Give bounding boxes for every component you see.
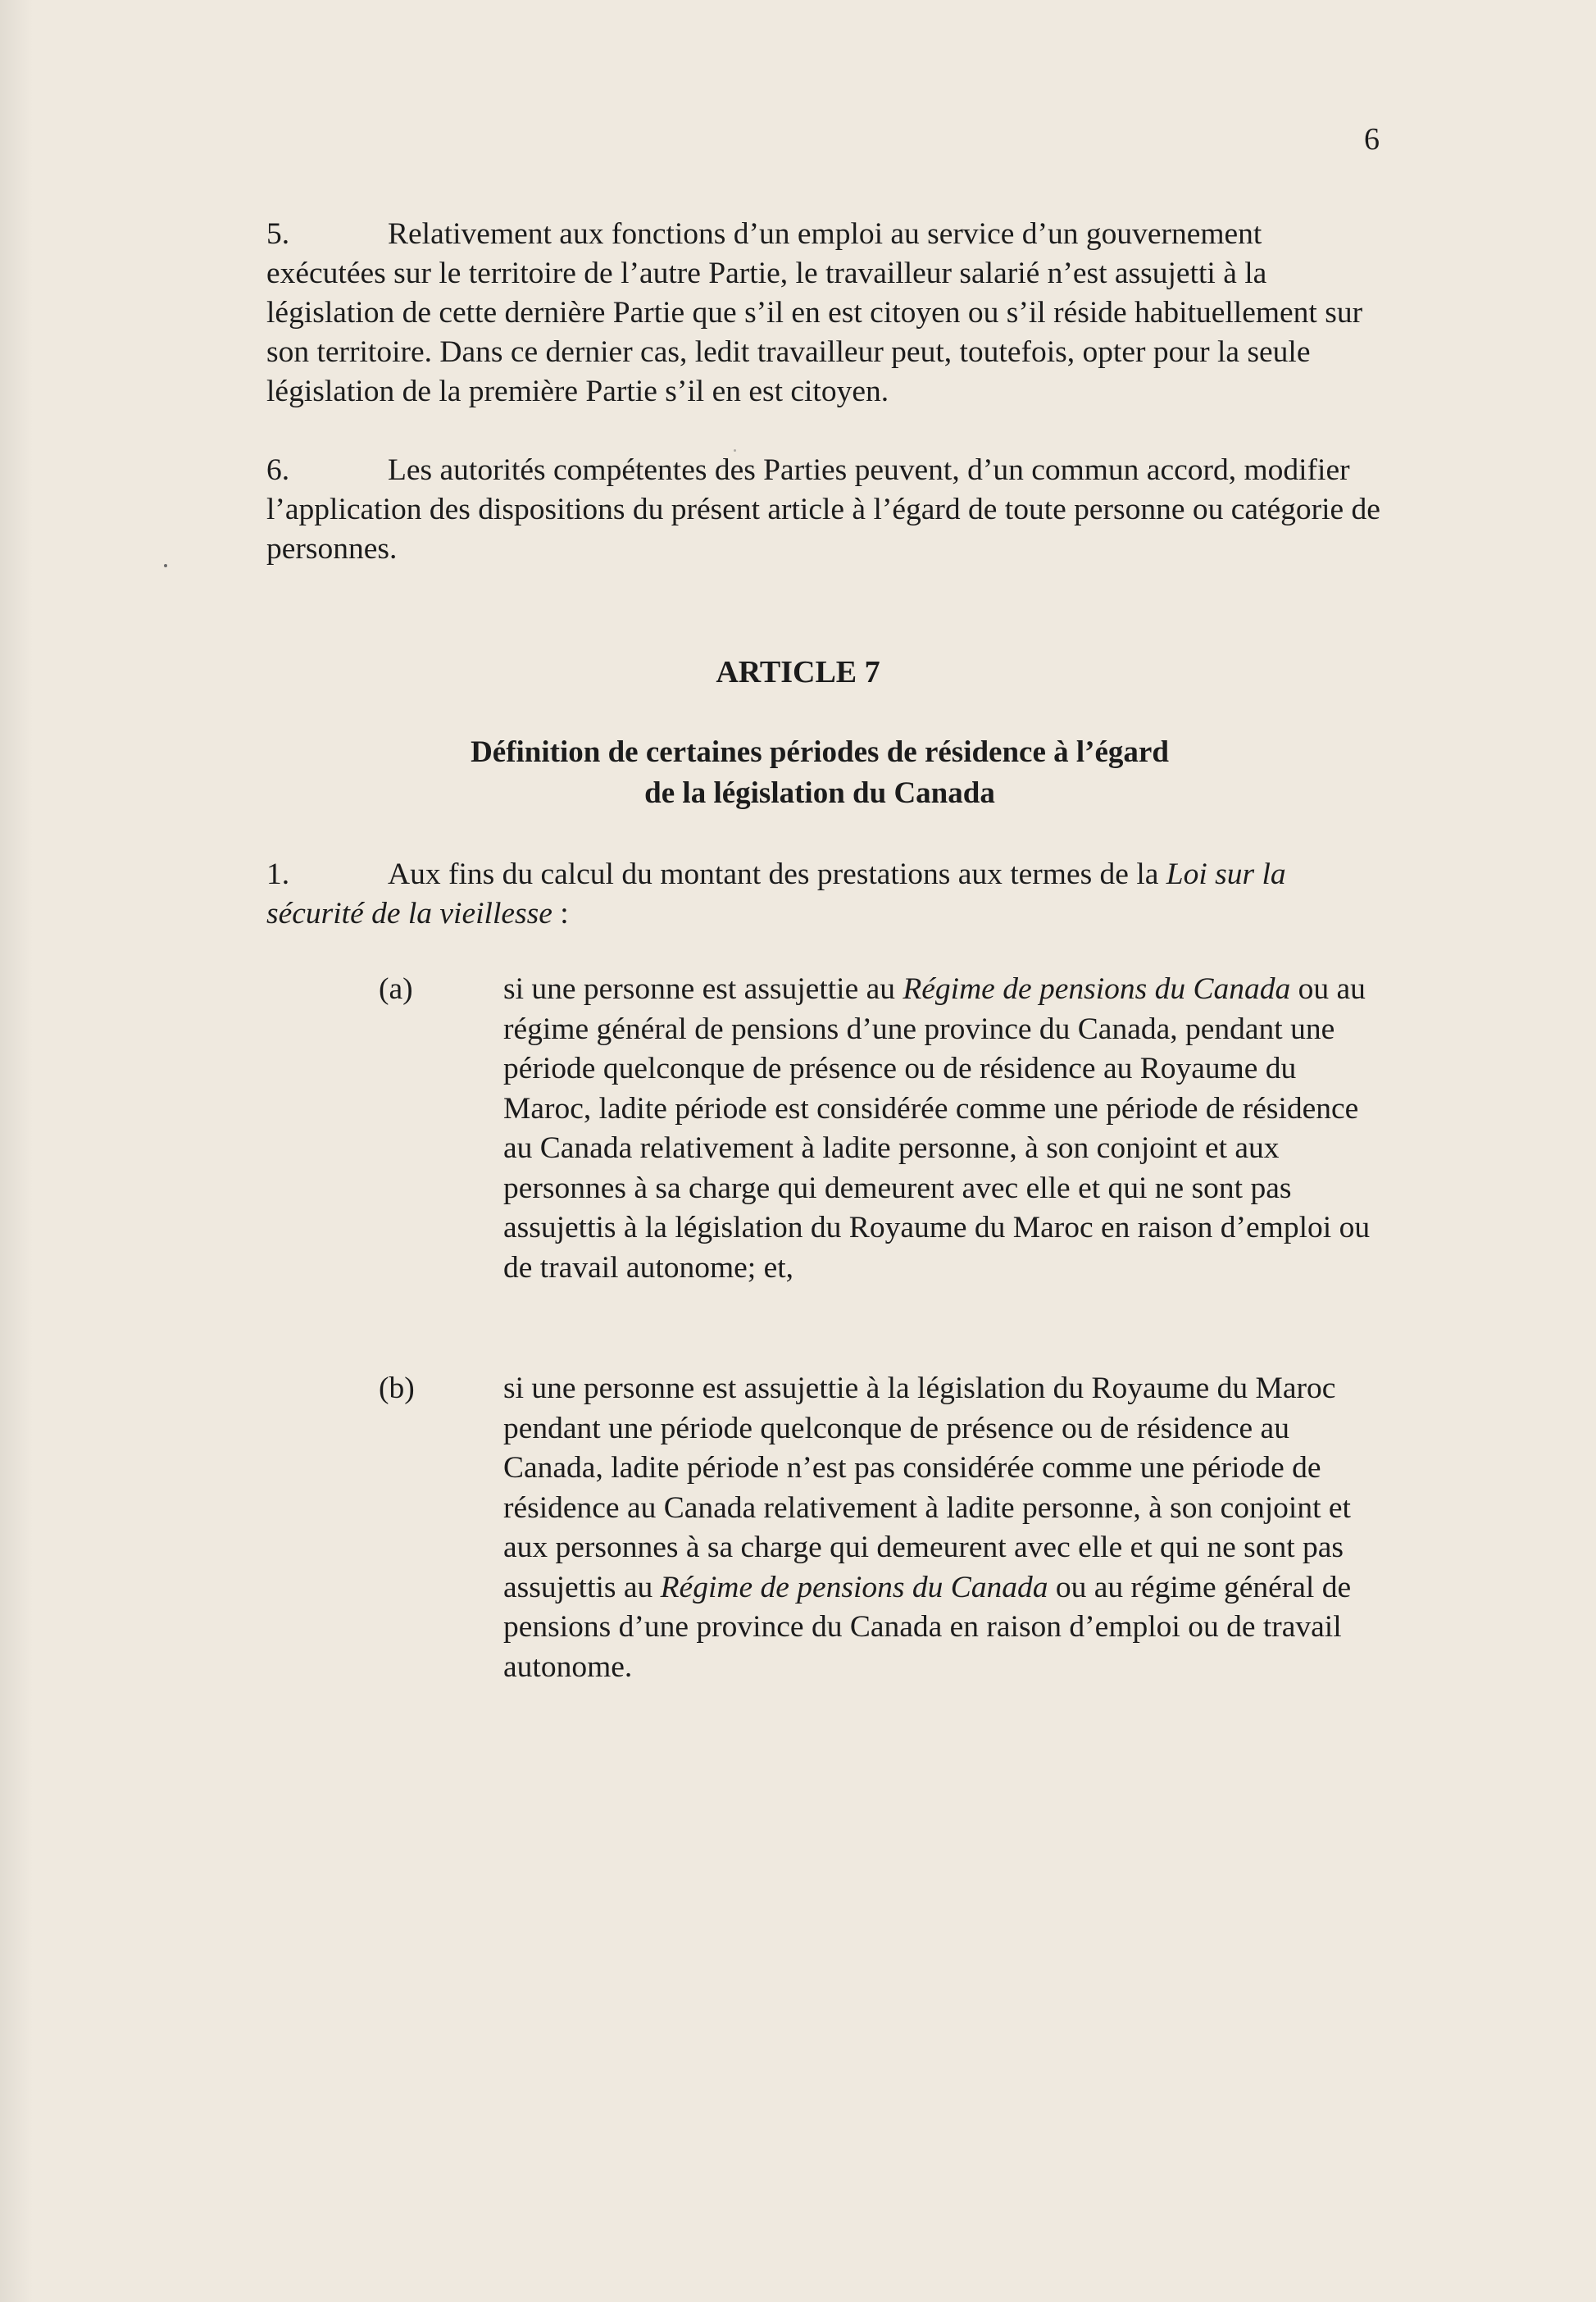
page-number: 6 (1364, 122, 1380, 157)
scan-speck (164, 564, 167, 567)
paragraph-1 (266, 855, 1381, 934)
paragraph-number: 6. (266, 453, 290, 487)
article-title: ARTICLE 7 (716, 655, 880, 689)
paragraph-number: 5. (266, 217, 290, 251)
paragraph-6 (266, 451, 1381, 569)
plan-name-italic: Régime de pensions du Canada (903, 972, 1291, 1006)
article-subtitle-line-1: Définition de certaines périodes de résidence à l’égard (471, 735, 1169, 769)
article-subtitle-line-2: de la législation du Canada (644, 776, 995, 810)
list-item-text-end: ou au régime général de pensions d’une province du Canada en raison d’emploi ou de travail autonome. (503, 1570, 1352, 1684)
list-item-a (379, 970, 1387, 1288)
plan-name-italic: Régime de pensions du Canada (660, 1570, 1048, 1604)
list-item-b (379, 1369, 1387, 1687)
paragraph-text-end: : (552, 897, 569, 930)
list-item-text: si une personne est assujettie au (503, 972, 903, 1006)
law-title-italic: Loi sur la sécurité de la vieillesse (266, 858, 1286, 930)
list-item-label: (b) (379, 1372, 415, 1405)
list-item-body (503, 970, 1387, 1288)
article-subtitle (0, 732, 1596, 814)
paragraph-number: 1. (266, 858, 290, 891)
list-item-text: si une personne est assujettie à la législation du Royaume du Maroc pendant une période quelconque de présence ou de résidence au Canada, ladite période n’est pas considérée comme une période de résidence au Canada relativement à ladite personne, à son conjoint et aux personnes à sa charge qui demeurent avec elle et qui ne sont pas assujettis au (503, 1372, 1351, 1604)
paragraph-text: Relativement aux fonctions d’un emploi au service d’un gouvernement exécutées sur le territoire de l’autre Partie, le travailleur salarié n’est assujetti à la législation de cette dernière Partie que s’il en est citoyen ou s’il réside habituellement sur son territoire. Dans ce dernier cas, ledit travailleur peut, toutefois, opter pour la seule législation de la première Partie s’il en est citoyen. (266, 217, 1363, 408)
list-item-text-end: ou au régime général de pensions d’une province du Canada, pendant une période quelconque de présence ou de résidence au Royaume du Maroc, ladite période est considérée comme une période de résidence au Canada relativement à ladite personne, à son conjoint et aux personnes à sa charge qui demeurent avec elle et qui ne sont pas assujettis à la législation du Royaume du Maroc en raison d’emploi ou de travail autonome; et, (503, 972, 1371, 1285)
paragraph-text: Aux fins du calcul du montant des prestations aux termes de la (388, 858, 1166, 891)
list-item-body (503, 1369, 1387, 1687)
paragraph-text: Les autorités compétentes des Parties peuvent, d’un commun accord, modifier l’application des dispositions du présent article à l’égard de toute personne ou catégorie de personnes. (266, 453, 1380, 566)
list-item-label: (a) (379, 972, 413, 1006)
paragraph-5 (266, 215, 1381, 412)
scan-speck (734, 449, 736, 452)
